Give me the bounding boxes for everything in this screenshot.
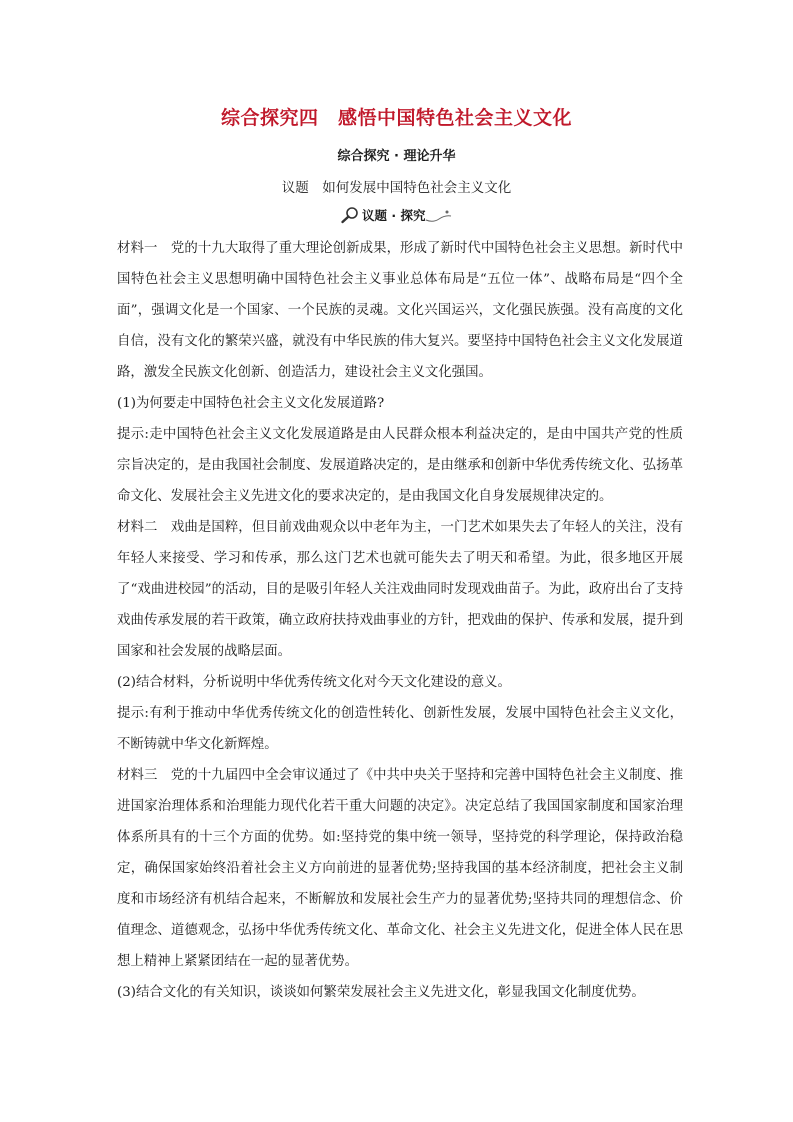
hint-two: 提示:有利于推动中华优秀传统文化的创造性转化、创新性发展，发展中国特色社会主义文化，不断铸就中华文化新辉煌。 [117,706,683,752]
topic-explore-badge [340,204,453,226]
hint-one: 提示:走中国特色社会主义文化发展道路是由人民群众根本利益决定的，是由中国共产党的性质宗旨决定的，是由我国社会制度、发展道路决定的，是由继承和创新中华优秀传统文化、弘扬革命文化、发展社会主义先进文化的要求决定的，是由我国文化自身发展规律决定的。 [117,427,683,504]
topic-heading: 议题 如何发展中国特色社会主义文化 [281,180,512,196]
magnifier-icon [340,206,362,224]
question-three: (3)结合文化的有关知识，谈谈如何繁荣发展社会主义先进文化，彰显我国文化制度优势。 [117,985,645,1000]
badge-underline-swirl [425,206,453,224]
badge-label: 议题 · 探究 [362,208,426,223]
section-subtitle: 综合探究 · 理论升华 [337,149,456,164]
material-one-paragraph: 材料一 党的十九大取得了重大理论创新成果，形成了新时代中国特色社会主义思想。新时代中国特色社会主义思想明确中国特色社会主义事业总体布局是“五位一体”、战略布局是“四个全面”，强调文化是一个国家、一个民族的灵魂。文化兴国运兴，文化强民族强。没有高度的文化自信，没有文化的繁荣兴盛，就没有中华民族的伟大复兴。要坚持中国特色社会主义文化发展道路，激发全民族文化创新、创造活力，建设社会主义文化强国。 [117,241,683,380]
page-title: 综合探究四 感悟中国特色社会主义文化 [220,107,572,129]
question-one: (1)为何要走中国特色社会主义文化发展道路? [117,396,385,411]
body-content [117,233,683,1008]
material-three-paragraph: 材料三 党的十九届四中全会审议通过了《中共中央关于坚持和完善中国特色社会主义制度、推进国家治理体系和治理能力现代化若干重大问题的决定》。决定总结了我国国家制度和国家治理体系所具有的十三个方面的优势。如:坚持党的集中统一领导，坚持党的科学理论，保持政治稳定，确保国家始终沿着社会主义方向前进的显著优势;坚持我国的基本经济制度，把社会主义制度和市场经济有机结合起来，不断解放和发展社会生产力的显著优势;坚持共同的理想信念、价值理念、道德观念，弘扬中华优秀传统文化、革命文化、社会主义先进文化，促进全体人民在思想上精神上紧紧团结在一起的显著优势。 [117,768,683,969]
material-two-paragraph: 材料二 戏曲是国粹，但目前戏曲观众以中老年为主，一门艺术如果失去了年轻人的关注，没有年轻人来接受、学习和传承，那么这门艺术也就可能失去了明天和希望。为此，很多地区开展了“戏曲进校园”的活动，目的是吸引年轻人关注戏曲同时发现戏曲苗子。为此，政府出台了支持戏曲传承发展的若干政策，确立政府扶持戏曲事业的方针，把戏曲的保护、传承和发展，提升到国家和社会发展的战略层面。 [117,520,683,659]
question-two: (2)结合材料，分析说明中华优秀传统文化对今天文化建设的意义。 [117,675,511,690]
